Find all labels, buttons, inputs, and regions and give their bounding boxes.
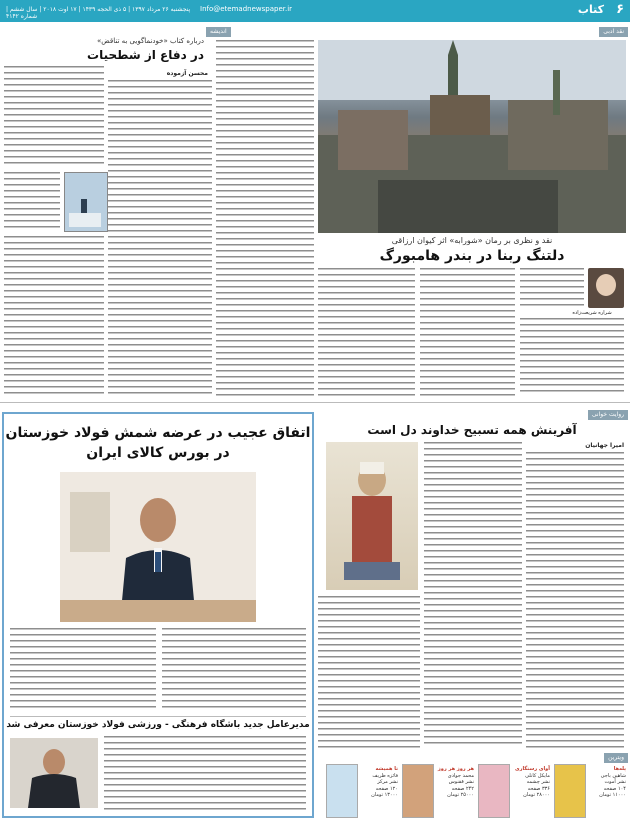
hamburg-author: شراره شریعت‌زاده (572, 310, 612, 316)
tasbih-illustration (326, 442, 418, 590)
book-cover-1[interactable] (554, 764, 586, 818)
email-link[interactable]: Info@etemadnewspaper.ir (200, 5, 293, 13)
book-publisher: نشر مرکز (377, 779, 398, 786)
shatahiyat-author: محسن آزموده (166, 70, 208, 77)
book-price: ۲۸۰۰۰ تومان (523, 792, 550, 799)
city-skyline-image (318, 40, 626, 233)
book-author: شاهین باجی (600, 772, 626, 779)
tasbih-body-col-2 (424, 442, 522, 748)
book-title: پله‌ها (613, 766, 626, 772)
ceo-photo (60, 472, 256, 622)
steel-sub-headline: مدیرعامل جدید باشگاه فرهنگی - ورزشی فولاد خوزستان معرفی شد (6, 720, 310, 730)
book-publisher: نشر ققنوس (448, 779, 474, 786)
book-price: ۱۱۰۰۰ تومان (599, 792, 626, 799)
steel-ad-box (2, 412, 314, 818)
man-portrait-image (60, 472, 256, 622)
book-cover-4[interactable] (326, 764, 358, 818)
page-header (0, 0, 630, 22)
book-author: محمد جوادی (447, 772, 474, 779)
tasbih-body-col-1 (526, 452, 624, 748)
book-title: آوای رستگاری (515, 766, 550, 772)
book-showcase (322, 764, 626, 818)
steel-body-col-3 (104, 736, 306, 810)
tasbih-body-col-3 (318, 596, 420, 748)
shatahiyat-headline: در دفاع از شطحیات (87, 48, 204, 62)
book-info-4 (360, 766, 398, 799)
book-pages: ۳۳۶ صفحه (527, 785, 550, 792)
hamburg-body-col-3 (318, 268, 415, 396)
book-pages: ۱۰۴ صفحه (603, 785, 626, 792)
book-publisher: نشر چشمه (526, 779, 550, 786)
book-publisher: نشر آموت (604, 779, 626, 786)
sufi-painting-image (326, 442, 418, 590)
shatahiyat-body-col-1 (108, 80, 212, 396)
book-info-1 (588, 766, 626, 799)
section-title: کتاب (577, 3, 604, 16)
book-info-3 (436, 766, 474, 799)
tasbih-headline: آفرینش همه تسبیح خداوند دل است (367, 423, 577, 437)
issue-line: پنجشنبه ۲۶ مرداد ۱۳۹۷ | ۵ ذی الحجه ۱۴۳۹ | ۱۷ اوت ۲۰۱۸ | سال ششم | شماره ۴۱۴۲ (6, 6, 191, 20)
steel-body-col-1 (162, 628, 306, 712)
hamburg-body-col-1a (520, 268, 584, 308)
book-author: فائزه ظریف (372, 772, 398, 779)
shatahiyat-body-col-2b (4, 172, 60, 232)
hamburg-body-col-2 (420, 268, 515, 396)
book-price: ۱۳۰۰۰ تومان (371, 792, 398, 799)
book-pages: ۱۲۰ صفحه (375, 785, 398, 792)
hamburg-body-col-1b (520, 318, 624, 396)
book-title: هر روز هر روز (437, 766, 474, 772)
hamburg-body-col-4 (216, 40, 314, 396)
book-cover-2[interactable] (478, 764, 510, 818)
shatahiyat-body-col-2c (4, 236, 104, 396)
section-tag-naghd: نقد ادبی (599, 27, 628, 37)
author-portrait (588, 268, 624, 308)
book-price: ۲۵۰۰۰ تومان (447, 792, 474, 799)
section-tag-vitrin: ویترین (604, 753, 628, 763)
steel-divider (10, 716, 306, 717)
man-portrait-image (10, 738, 98, 808)
steel-headline-line1: اتفاق عجیب در عرضه شمش فولاد خوزستان (5, 425, 311, 441)
club-ceo-photo (10, 738, 98, 808)
horizontal-divider (0, 402, 630, 403)
hamburg-headline: دلتنگ ربنا در بندر هامبورگ (379, 248, 565, 264)
section-tag-revayat: روایت خوانی (588, 410, 628, 420)
hamburg-photo (318, 40, 626, 233)
hamburg-kicker: نقد و نظری بر رمان «شورابه» اثر کیوان ارزاقی (391, 236, 553, 245)
book-info-2 (512, 766, 550, 799)
section-tag-andisheh: اندیشه (206, 27, 231, 37)
book-cover-3[interactable] (402, 764, 434, 818)
steel-body-col-2 (10, 628, 156, 712)
tasbih-author: امیرا جهانیان (585, 442, 624, 449)
shatahiyat-kicker: درباره کتاب «خودنماگویی به تناقض» (97, 37, 204, 45)
book-cover-image (64, 172, 108, 232)
shatahiyat-body-col-2a (4, 66, 104, 166)
book-title: تا همیشه (375, 766, 398, 772)
page-number: ۶ (616, 2, 624, 17)
steel-headline-line2: در بورس کالای ایران (86, 445, 230, 461)
book-author: مایکل کانلی (525, 772, 550, 779)
book-pages: ۲۴۲ صفحه (451, 785, 474, 792)
